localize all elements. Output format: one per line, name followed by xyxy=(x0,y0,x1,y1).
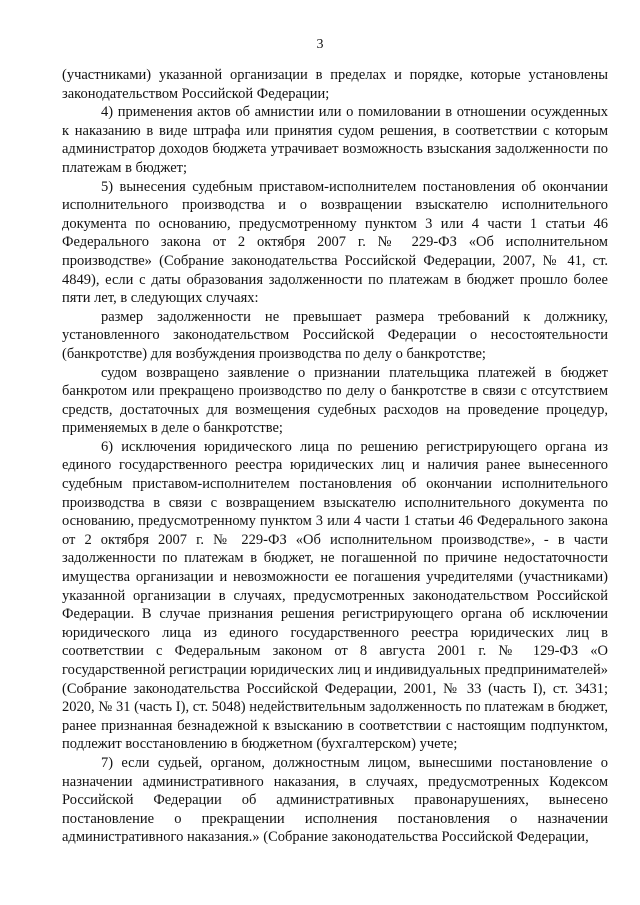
paragraph-item-7: 7) если судьей, органом, должностным лицом, вынесшими постановление о назначении административного наказания, в случаях, предусмотренных Кодексом Российской Федерации об административных правонарушениях, вынесено постановление о прекращении исполнения постановления о назначении административного наказания.» (Собрание законодательства Российской Федерации, xyxy=(62,754,608,846)
paragraph-item-5: 5) вынесения судебным приставом-исполнителем постановления об окончании исполнительного производства и о возвращении взыскателю исполнительного документа по основанию, предусмотренному пунктом 3 или 4 части 1 статьи 46 Федерального закона от 2 октября 2007 г. № 229-ФЗ «Об исполнительном производстве» (Собрание законодательства Российской Федерации, 2007, № 41, ст. 4849), если с даты образования задолженности по платежам в бюджет прошло более пяти лет, в следующих случаях: xyxy=(62,178,608,307)
paragraph-subcase-bankruptcy: судом возвращено заявление о признании плательщика платежей в бюджет банкротом или прекращено производство по делу о банкротстве в связи с отсутствием средств, достаточных для возмещения судебных расходов на проведение процедур, применяемых в деле о банкротстве; xyxy=(62,364,608,437)
document-body xyxy=(62,66,608,847)
paragraph-item-6: 6) исключения юридического лица по решению регистрирующего органа из единого государственного реестра юридических лиц и наличия ранее вынесенного судебным приставом-исполнителем постановления об окончании исполнительного производства в связи с возвращением взыскателю исполнительного документа по основанию, предусмотренному пунктом 3 или 4 части 1 статьи 46 Федерального закона от 2 октября 2007 г. № 229-ФЗ «Об исполнительном производстве», - в части задолженности по платежам в бюджет, не погашенной по причине недостаточности имущества организации и невозможности ее погашения учредителями (участниками) указанной организации в случаях, предусмотренных законодательством Российской Федерации. В случае признания решения регистрирующего органа об исключении юридического лица из единого государственного реестра юридических лиц в соответствии с Федеральным законом от 8 августа 2001 г. № 129-ФЗ «О государственной регистрации юридических лиц и индивидуальных предпринимателей» (Собрание законодательства Российской Федерации, 2001, № 33 (часть I), ст. 3431; 2020, № 31 (часть I), ст. 5048) недействительным задолженность по платежам в бюджет, ранее признанная безнадежной к взысканию в соответствии с настоящим подпунктом, подлежит восстановлению в бюджетном (бухгалтерском) учете; xyxy=(62,438,608,753)
paragraph-item-4: 4) применения актов об амнистии или о помиловании в отношении осужденных к наказанию в виде штрафа или принятия судом решения, в соответствии с которым администратор доходов бюджета утрачивает возможность взыскания задолженности по платежам в бюджет; xyxy=(62,104,608,176)
paragraph-subcase-debt-size: размер задолженности не превышает размера требований к должнику, установленного законодательством Российской Федерации о несостоятельности (банкротстве) для возбуждения производства по делу о банкротстве; xyxy=(62,308,608,362)
paragraph-continuation: (участниками) указанной организации в пределах и порядке, которые установлены законодательством Российской Федерации; xyxy=(62,67,608,102)
page-number: 3 xyxy=(316,37,324,52)
